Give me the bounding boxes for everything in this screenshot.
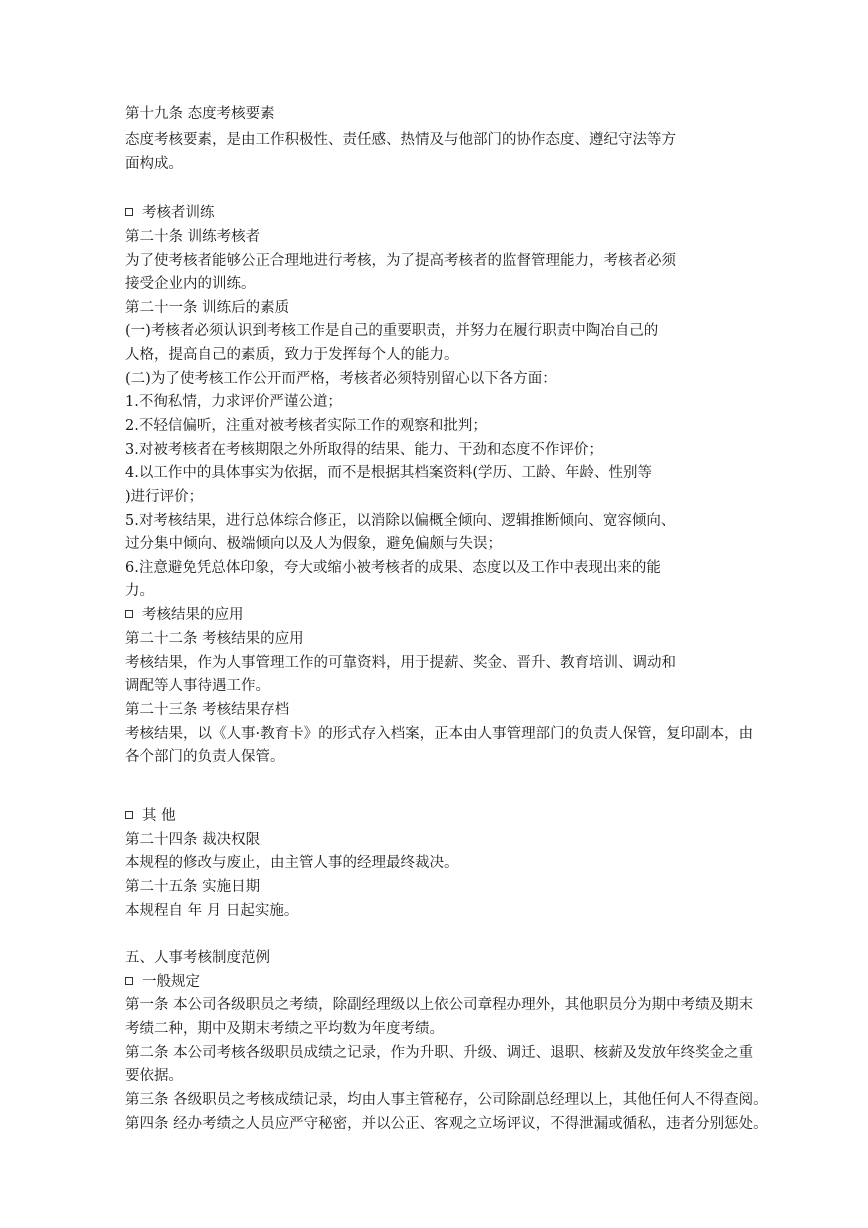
paragraph-line: (二)为了使考核工作公开而严格，考核者必须特别留心以下各方面： (125, 371, 557, 387)
paragraph-line: 考核结果，作为人事管理工作的可靠资料，用于提薪、奖金、晋升、教育培训、调动和 (125, 655, 676, 671)
list-item: 2.不轻信偏听，注重对被考核者实际工作的观察和批判； (125, 418, 487, 434)
paragraph-line: 接受企业内的训练。 (125, 276, 256, 292)
paragraph-line: 面构成。 (125, 156, 183, 172)
section-heading: 其 他 (125, 805, 176, 827)
article-heading: 第二十二条 考核结果的应用 (125, 631, 304, 647)
paragraph-line: 第一条 本公司各级职员之考绩，除副经理级以上依公司章程办理外，其他职员分为期中考绩及期末 (125, 997, 754, 1013)
section-heading: 一般规定 (125, 971, 200, 993)
list-item: 3.对被考核者在考核期限之外所取得的结果、能力、干劲和态度不作评价； (125, 442, 603, 458)
section-heading: 考核者训练 (125, 202, 215, 224)
paragraph-line: 调配等人事待遇工作。 (125, 678, 270, 694)
paragraph-line: 人格，提高自己的素质，致力于发挥每个人的能力。 (125, 347, 459, 363)
article-heading: 第二十五条 实施日期 (125, 879, 261, 895)
chapter-heading: 五、人事考核制度范例 (125, 950, 270, 966)
list-item: 过分集中倾向、极端倾向以及人为假象，避免偏颇与失误； (125, 536, 502, 552)
section-heading: 考核结果的应用 (125, 604, 244, 626)
list-item: )进行评价； (125, 489, 204, 505)
paragraph-line: 为了使考核者能够公正合理地进行考核，为了提高考核者的监督管理能力，考核者必须 (125, 253, 676, 269)
list-item: 1.不徇私情，力求评价严谨公道； (125, 394, 342, 410)
list-item: 4.以工作中的具体事实为依据，而不是根据其档案资料(学历、工龄、年龄、性别等 (125, 465, 652, 481)
square-bullet-icon (125, 977, 133, 985)
paragraph-line: 第三条 各级职员之考核成绩记录，均由人事主管秘存，公司除副总经理以上，其他任何人不得查阅。 (125, 1092, 768, 1108)
paragraph-line: 考绩二种，期中及期末考绩之平均数为年度考绩。 (125, 1021, 444, 1037)
article-heading: 第二十一条 训练后的素质 (125, 300, 290, 316)
list-item: 力。 (125, 583, 154, 599)
article-heading: 第二十三条 考核结果存档 (125, 702, 290, 718)
article-heading: 第二十条 训练考核者 (125, 229, 261, 245)
paragraph-line: 考核结果，以《人事·教育卡》的形式存入档案，正本由人事管理部门的负责人保管，复印副本，由 (125, 726, 754, 742)
paragraph-line: (一)考核者必须认识到考核工作是自己的重要职责，并努力在履行职责中陶冶自己的 (125, 323, 659, 339)
paragraph-line: 要依据。 (125, 1068, 183, 1084)
square-bullet-icon (125, 610, 133, 618)
paragraph-line: 第二条 本公司考核各级职员成绩之记录，作为升职、升级、调迁、退职、核薪及发放年终奖金之重 (125, 1045, 754, 1061)
paragraph-line: 各个部门的负责人保管。 (125, 749, 285, 765)
square-bullet-icon (125, 811, 133, 819)
article-heading: 第十九条 态度考核要素 (125, 106, 275, 122)
paragraph-line: 本规程自 年 月 日起实施。 (125, 903, 299, 919)
paragraph-line: 本规程的修改与废止，由主管人事的经理最终裁决。 (125, 855, 459, 871)
article-heading: 第二十四条 裁决权限 (125, 832, 261, 848)
list-item: 6.注意避免凭总体印象，夸大或缩小被考核者的成果、态度以及工作中表现出来的能 (125, 560, 661, 576)
paragraph-line: 态度考核要素，是由工作积极性、责任感、热情及与他部门的协作态度、遵纪守法等方 (125, 132, 676, 148)
square-bullet-icon (125, 208, 133, 216)
list-item: 5.对考核结果，进行总体综合修正，以消除以偏概全倾向、逻辑推断倾向、宽容倾向、 (125, 513, 676, 529)
paragraph-line: 第四条 经办考绩之人员应严守秘密，并以公正、客观之立场评议，不得泄漏或循私，违者分别惩处。 (125, 1116, 768, 1132)
